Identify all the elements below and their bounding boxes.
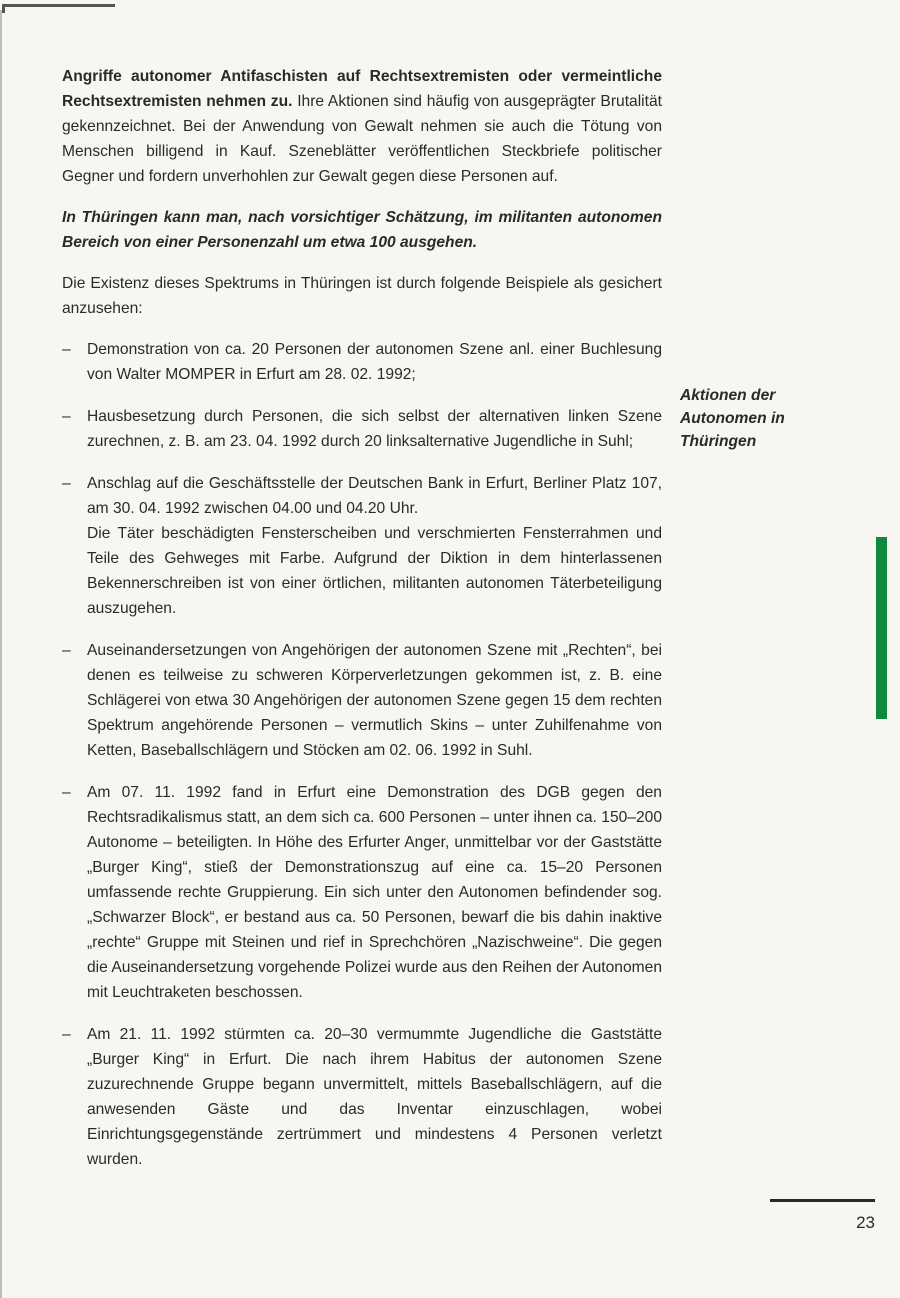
- intro-bold-lead: Angriffe autonomer Antifaschisten auf Rechtsextremisten oder vermeintliche Rechtsextremisten nehmen zu.: [62, 68, 662, 110]
- list-item: – Anschlag auf die Geschäftsstelle der Deutschen Bank in Erfurt, Berliner Platz 107, am 30. 04. 1992 zwischen 04.00 und 04.20 Uhr. Die Täter beschädigten Fensterscheiben und verschmierten Fensterrahmen und Teile des Gehweges mit Farbe. Aufgrund der Diktion in dem hinterlassenen Bekennerschreiben ist von einer örtlichen, militanten autonomen Täterbeteiligung auszugehen.: [62, 471, 662, 621]
- example-list: [62, 337, 662, 1172]
- list-item: – Am 07. 11. 1992 fand in Erfurt eine Demonstration des DGB gegen den Rechtsradikalismus statt, an dem sich ca. 600 Personen – unter ihnen ca. 150–200 Autonome – beteiligten. In Höhe des Erfurter Anger, unmittelbar vor der Gaststätte „Burger King“, stieß der Demonstrationszug auf eine ca. 15–20 Personen umfassende rechte Gruppierung. Ein sich unter den Autonomen befindender sog. „Schwarzer Block“, er bestand aus ca. 50 Personen, bewarf die bis dahin inaktive „rechte“ Gruppe mit Steinen und rief in Sprechchören „Nazischweine“. Die gegen die Auseinandersetzung vorgehende Polizei wurde aus den Reihen der Autonomen mit Leuchtraketen beschossen.: [62, 780, 662, 1005]
- list-item: – Auseinandersetzungen von Angehörigen der autonomen Szene mit „Rechten“, bei denen es teilweise zu schweren Körperverletzungen gekommen ist, z. B. eine Schlägerei von etwa 30 Angehörigen der autonomen Szene gegen 15 dem rechten Spektrum angehörende Personen – vermutlich Skins – unter Zuhilfenahme von Ketten, Baseballschlägern und Stöcken am 02. 06. 1992 in Suhl.: [62, 638, 662, 763]
- footer-rule: [770, 1199, 875, 1202]
- intro-paragraph: [62, 64, 662, 189]
- page-number: 23: [856, 1213, 875, 1232]
- list-item: – Demonstration von ca. 20 Personen der autonomen Szene anl. einer Buchlesung von Walter MOMPER in Erfurt am 28. 02. 1992;: [62, 337, 662, 387]
- main-text: [62, 64, 662, 1189]
- existence-paragraph: Die Existenz dieses Spektrums in Thüringen ist durch folgende Beispiele als gesichert anzusehen:: [62, 275, 662, 317]
- page-edge-line: [0, 10, 2, 1298]
- list-item: – Am 21. 11. 1992 stürmten ca. 20–30 vermummte Jugendliche die Gaststätte „Burger King“ in Erfurt. Die nach ihrem Habitus der autonomen Szene zuzurechnende Gruppe begann unvermittelt, mittels Baseballschlägern, auf die anwesenden Gäste und das Inventar einzuschlagen, wobei Einrichtungsgegenstände zertrümmert und mindestens 4 Personen verletzt wurden.: [62, 1022, 662, 1172]
- list-item: – Hausbesetzung durch Personen, die sich selbst der alternativen linken Szene zurechnen, z. B. am 23. 04. 1992 durch 20 linksalternative Jugendliche in Suhl;: [62, 404, 662, 454]
- corner-crop-mark: [2, 4, 115, 13]
- estimate-paragraph: In Thüringen kann man, nach vorsichtiger Schätzung, im militanten autonomen Bereich von einer Personenzahl um etwa 100 ausgehen.: [62, 209, 662, 251]
- section-marker-bar: [876, 537, 887, 719]
- intro-body: Ihre Aktionen sind häufig von ausgeprägter Brutalität gekennzeichnet. Bei der Anwendung von Gewalt nehmen sie auch die Tötung von Menschen billigend in Kauf. Szeneblätter veröffentlichen Steckbriefe politischer Gegner und fordern unverhohlen zur Gewalt gegen diese Personen auf.: [62, 93, 662, 185]
- margin-note: Aktionen der Autonomen in Thüringen: [680, 387, 785, 450]
